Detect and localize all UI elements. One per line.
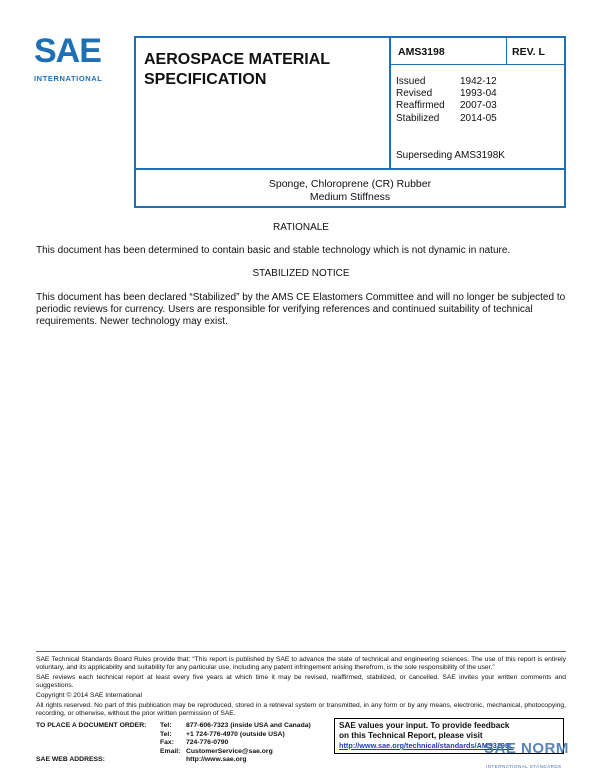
web-address-label: SAE WEB ADDRESS: [36,756,105,763]
footer-rule [36,651,566,652]
date-row: Revised 1993-04 [396,88,497,100]
date-row: Stabilized 2014-05 [396,112,497,124]
header-divider [389,64,566,65]
phone-us: 877-606-7323 (inside USA and Canada) [186,722,311,729]
rationale-text: This document has been determined to contain basic and stable technology which is not dynamic in nature. [36,245,511,256]
logo-brand: SAE [34,32,101,70]
phone-intl: +1 724-776-4970 (outside USA) [186,730,285,738]
logo-tagline: INTERNATIONAL [34,74,103,83]
header-divider [389,38,391,168]
document-header [134,36,566,208]
footer-copyright: Copyright © 2014 SAE International [36,692,143,699]
date-history [396,76,497,125]
web-address-link[interactable]: http://www.sae.org [186,756,247,763]
document-subject: Sponge, Chloroprene (CR) Rubber Medium Stiffness [268,178,432,203]
footer-rules-text: SAE Technical Standards Board Rules provide that: “This report is published by SAE to advance the state of technical and engineering sciences. The use of this report is entirely voluntary, and its applicability and suitability for any particular use, including any patent infringement arising therefrom, is the sole responsibility of the user.” [36,656,566,672]
feedback-link[interactable]: http://www.sae.org/technical/standards/AMS3198L [339,741,514,750]
fax-number: 724-776-0790 [186,739,229,746]
document-type-title: AEROSPACE MATERIAL SPECIFICATION [144,51,331,88]
email-address[interactable]: CustomerService@sae.org [186,747,273,755]
revision-label: REV. L [512,46,545,58]
feedback-box: SAE values your input. To provide feedback on this Technical Report, please visit http://www.sae.org/technical/standards/AMS3198L [334,718,564,754]
watermark-subtitle: INTERNATIONAL STANDARDS [486,764,562,769]
order-label: TO PLACE A DOCUMENT ORDER: [36,722,147,729]
footer-rights-text: All rights reserved. No part of this publication may be reproduced, stored in a retrieval system or transmitted, in any form or by any means, electronic, mechanical, photocopying, recording, or otherwise, without the prior written permission of SAE. [36,702,566,718]
rationale-heading: RATIONALE [273,222,329,233]
superseding-note: Superseding AMS3198K [396,150,505,161]
document-number: AMS3198 [398,46,445,58]
watermark-logo: SAE NORM [484,740,569,757]
header-divider [506,38,507,64]
footer-review-text: SAE reviews each technical report at least every five years at which time it may be revised, reaffirmed, stabilized, or cancelled. SAE invites your written comments and suggestions. [36,674,566,690]
sae-logo [34,34,116,84]
date-row: Issued 1942-12 [396,76,497,87]
stabilized-heading: STABILIZED NOTICE [252,268,350,279]
header-divider [136,168,564,170]
date-row: Reaffirmed 2007-03 [396,100,497,112]
stabilized-text: This document has been declared “Stabilized” by the AMS CE Elastomers Committee and will no longer be subjected to periodic reviews for currency. Users are responsible for verifying references and continued suitability of technical requirements. Newer technology may exist. [36,292,566,328]
